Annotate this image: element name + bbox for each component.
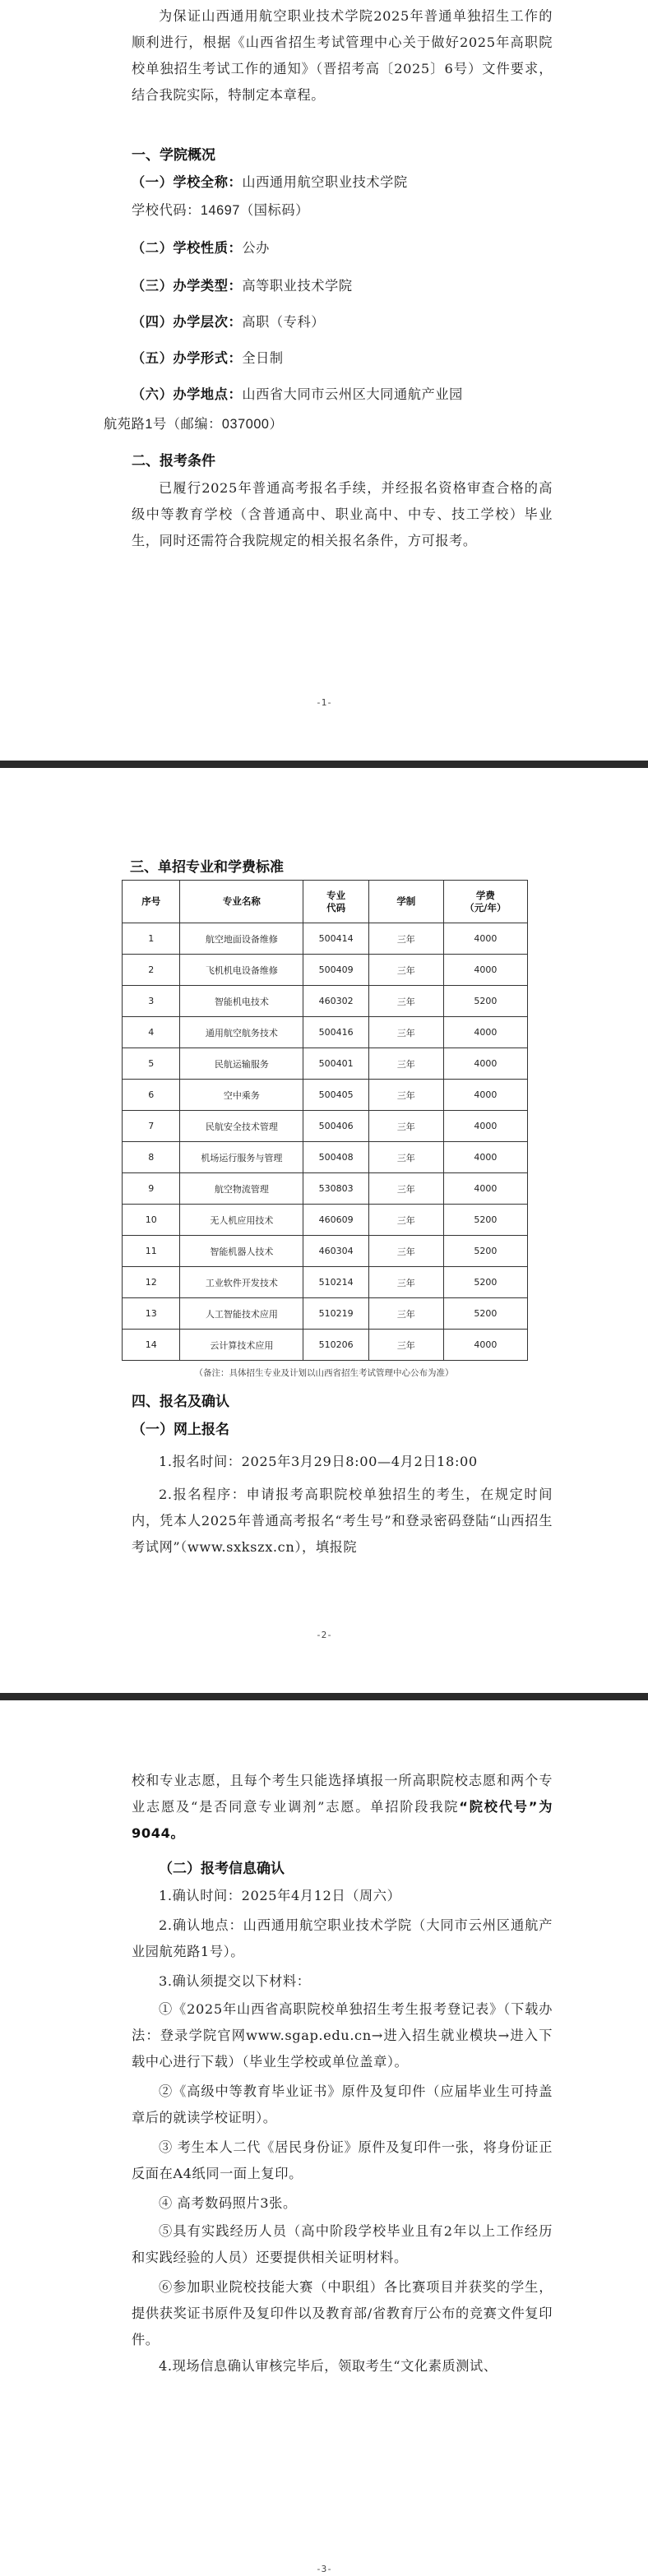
page-separator	[0, 761, 648, 768]
reg-time: 1.报名时间：2025年3月29日8:00—4月2日18:00	[159, 1454, 478, 1469]
table-row	[123, 1173, 528, 1205]
table-note: （备注：具体招生专业及计划以山西省招生考试管理中心公布为准）	[194, 1368, 454, 1378]
cell: 500405	[303, 1080, 369, 1111]
cell: 三年	[368, 1048, 443, 1080]
confirm-place: 2.确认地点：山西通用航空职业技术学院（大同市云州区通航产业园航苑路1号）。	[132, 1917, 553, 1959]
confirm-time: 1.确认时间：2025年4月12日（周六）	[159, 1888, 401, 1903]
cell: 飞机机电设备维修	[180, 955, 303, 986]
page-number: -2-	[316, 1630, 332, 1640]
cell: 三年	[368, 955, 443, 986]
info-form	[132, 345, 559, 372]
info-value: 公办	[242, 241, 270, 256]
cell: 510206	[303, 1330, 369, 1361]
info-value: 高等职业技术学院	[242, 279, 353, 294]
cell: 机场运行服务与管理	[180, 1142, 303, 1173]
cell: 6	[123, 1080, 180, 1111]
info-nature	[132, 235, 559, 261]
info-school-name	[132, 169, 559, 196]
cell: 航空物流管理	[180, 1173, 303, 1205]
cell: 智能机器人技术	[180, 1236, 303, 1267]
table-body	[123, 923, 528, 1361]
page-number: -3-	[316, 2564, 332, 2574]
cell: 500408	[303, 1142, 369, 1173]
table-row	[123, 1111, 528, 1142]
col-code: 专业 代码	[303, 881, 369, 923]
cell: 三年	[368, 986, 443, 1017]
cell: 4000	[443, 1017, 527, 1048]
cell: 5	[123, 1048, 180, 1080]
cell: 4000	[443, 1142, 527, 1173]
section-4-sub2: （二）报考信息确认	[159, 1861, 285, 1877]
cell: 460302	[303, 986, 369, 1017]
material-3: ③ 考生本人二代《居民身份证》原件及复印件一张，将身份证正反面在A4纸同一面上复印。	[132, 2139, 553, 2181]
section-1-title: 一、学院概况	[132, 147, 215, 164]
cell: 无人机应用技术	[180, 1205, 303, 1236]
cell: 500414	[303, 923, 369, 955]
material-4: ④ 高考数码照片3张。	[159, 2195, 297, 2211]
info-key: （三）办学类型：	[132, 278, 243, 294]
cell: 2	[123, 955, 180, 986]
cell: 5200	[443, 1298, 527, 1330]
cell: 5200	[443, 1205, 527, 1236]
cell: 4000	[443, 1111, 527, 1142]
cell: 智能机电技术	[180, 986, 303, 1017]
col-fee: 学费 （元/年）	[443, 881, 527, 923]
table-row	[123, 1142, 528, 1173]
confirm-materials: 3.确认须提交以下材料：	[159, 1973, 311, 1989]
info-value: 航苑路1号（邮编：037000）	[104, 417, 284, 432]
cell: 9	[123, 1173, 180, 1205]
cell: 3	[123, 986, 180, 1017]
page-1	[0, 0, 648, 761]
table-row	[123, 986, 528, 1017]
cell: 三年	[368, 1173, 443, 1205]
table-row	[123, 1048, 528, 1080]
reg-procedure: 2.报名程序：申请报考高职院校单独招生的考生，在规定时间内，凭本人2025年普通高考报名“考生号”和登录密码登陆“山西招生考试网”（www.sxkszx.cn），填报院	[132, 1487, 553, 1555]
col-duration: 学制	[368, 881, 443, 923]
cell: 三年	[368, 1298, 443, 1330]
cell: 13	[123, 1298, 180, 1330]
info-key: （二）学校性质：	[132, 240, 243, 256]
cell: 7	[123, 1111, 180, 1142]
cell: 5200	[443, 986, 527, 1017]
info-type	[132, 273, 559, 299]
cell: 三年	[368, 1236, 443, 1267]
cell: 500406	[303, 1111, 369, 1142]
cell: 民航运输服务	[180, 1048, 303, 1080]
col-major: 专业名称	[180, 881, 303, 923]
cell: 5200	[443, 1236, 527, 1267]
cell: 通用航空航务技术	[180, 1017, 303, 1048]
section-2-title: 二、报考条件	[132, 453, 215, 469]
cell: 8	[123, 1142, 180, 1173]
material-1: ①《2025年山西省高职院校单独招生考生报考登记表》（下载办法：登录学院官网www.sgap.edu.cn→进入招生就业模块→进入下载中心进行下载）（毕业生学校或单位盖章）。	[132, 2001, 553, 2070]
info-key: （六）办学地点：	[132, 386, 243, 402]
onsite-confirm: 4.现场信息确认审核完毕后，领取考生“文化素质测试、	[159, 2358, 498, 2374]
section-3-title: 三、单招专业和学费标准	[130, 859, 284, 876]
cell: 11	[123, 1236, 180, 1267]
intro-paragraph: 为保证山西通用航空职业技术学院2025年普通单独招生工作的顺利进行，根据《山西省招生考试管理中心关于做好2025年高职院校单独招生考试工作的通知》（晋招考高〔2025〕6号）文件要求，结合我院实际，特制定本章程。	[132, 8, 553, 103]
majors-fee-table	[122, 880, 528, 1361]
page-number: -1-	[316, 697, 332, 708]
cell: 三年	[368, 1205, 443, 1236]
cell: 4	[123, 1017, 180, 1048]
cell: 10	[123, 1205, 180, 1236]
cell: 500409	[303, 955, 369, 986]
cell: 530803	[303, 1173, 369, 1205]
cell: 12	[123, 1267, 180, 1298]
cell: 14	[123, 1330, 180, 1361]
info-key: （一）学校全称：	[132, 174, 243, 190]
cell: 460304	[303, 1236, 369, 1267]
page-separator	[0, 1693, 648, 1700]
info-value: 学校代码：14697（国标码）	[132, 203, 309, 218]
cell: 460609	[303, 1205, 369, 1236]
cell: 510214	[303, 1267, 369, 1298]
info-address-cont	[104, 411, 531, 437]
cell: 4000	[443, 1173, 527, 1205]
cell: 500401	[303, 1048, 369, 1080]
table-row	[123, 1298, 528, 1330]
table-row	[123, 1330, 528, 1361]
info-value: 山西通用航空职业技术学院	[242, 175, 408, 190]
section-4-sub1: （一）网上报名	[132, 1422, 229, 1438]
table-row	[123, 1017, 528, 1048]
cell: 工业软件开发技术	[180, 1267, 303, 1298]
cell: 航空地面设备维修	[180, 923, 303, 955]
cell: 三年	[368, 1017, 443, 1048]
material-5: ⑤具有实践经历人员（高中阶段学校毕业且有2年以上工作经历和实践经验的人员）还要提供相关证明材料。	[132, 2223, 553, 2265]
cell: 三年	[368, 1142, 443, 1173]
cell: 4000	[443, 1080, 527, 1111]
info-school-code	[132, 197, 559, 224]
table-row	[123, 1080, 528, 1111]
cell: 民航安全技术管理	[180, 1111, 303, 1142]
info-value: 山西省大同市云州区大同通航产业园	[242, 387, 463, 402]
cell: 1	[123, 923, 180, 955]
conditions-paragraph: 已履行2025年普通高考报名手续，并经报名资格审查合格的高级中等教育学校（含普通高中、职业高中、中专、技工学校）毕业生，同时还需符合我院规定的相关报名条件，方可报考。	[132, 480, 553, 548]
cell: 三年	[368, 1080, 443, 1111]
material-6: ⑥参加职业院校技能大赛（中职组）各比赛项目并获奖的学生，提供获奖证书原件及复印件以及教育部/省教育厅公布的竞赛文件复印件。	[132, 2279, 553, 2347]
cell: 空中乘务	[180, 1080, 303, 1111]
table-row	[123, 923, 528, 955]
cell: 500416	[303, 1017, 369, 1048]
info-address	[132, 382, 559, 408]
cell: 4000	[443, 955, 527, 986]
table-row	[123, 1267, 528, 1298]
info-value: 高职（专科）	[242, 315, 326, 330]
table-row	[123, 1236, 528, 1267]
cell: 三年	[368, 923, 443, 955]
section-4-title: 四、报名及确认	[132, 1394, 229, 1410]
info-value: 全日制	[242, 351, 284, 366]
cont-text: 校和专业志愿，且每个考生只能选择填报一所高职院校志愿和两个专业志愿及“是否同意专业调剂”志愿。单招阶段我院	[132, 1773, 553, 1815]
cell: 云计算技术应用	[180, 1330, 303, 1361]
table-row	[123, 955, 528, 986]
cell: 4000	[443, 923, 527, 955]
info-level	[132, 309, 559, 335]
cell: 三年	[368, 1111, 443, 1142]
table-header-row	[123, 881, 528, 923]
cell: 510219	[303, 1298, 369, 1330]
cell: 5200	[443, 1267, 527, 1298]
table-row	[123, 1205, 528, 1236]
info-key: （四）办学层次：	[132, 314, 243, 330]
material-2: ②《高级中等教育毕业证书》原件及复印件（应届毕业生可持盖章后的就读学校证明）。	[132, 2083, 553, 2125]
school-code-emphasis: “院校代号”为9044。	[132, 1799, 553, 1841]
cell: 4000	[443, 1048, 527, 1080]
info-key: （五）办学形式：	[132, 350, 243, 366]
cell: 三年	[368, 1267, 443, 1298]
col-no: 序号	[123, 881, 180, 923]
reg-procedure-cont	[132, 1768, 553, 1847]
cell: 4000	[443, 1330, 527, 1361]
cell: 人工智能技术应用	[180, 1298, 303, 1330]
cell: 三年	[368, 1330, 443, 1361]
